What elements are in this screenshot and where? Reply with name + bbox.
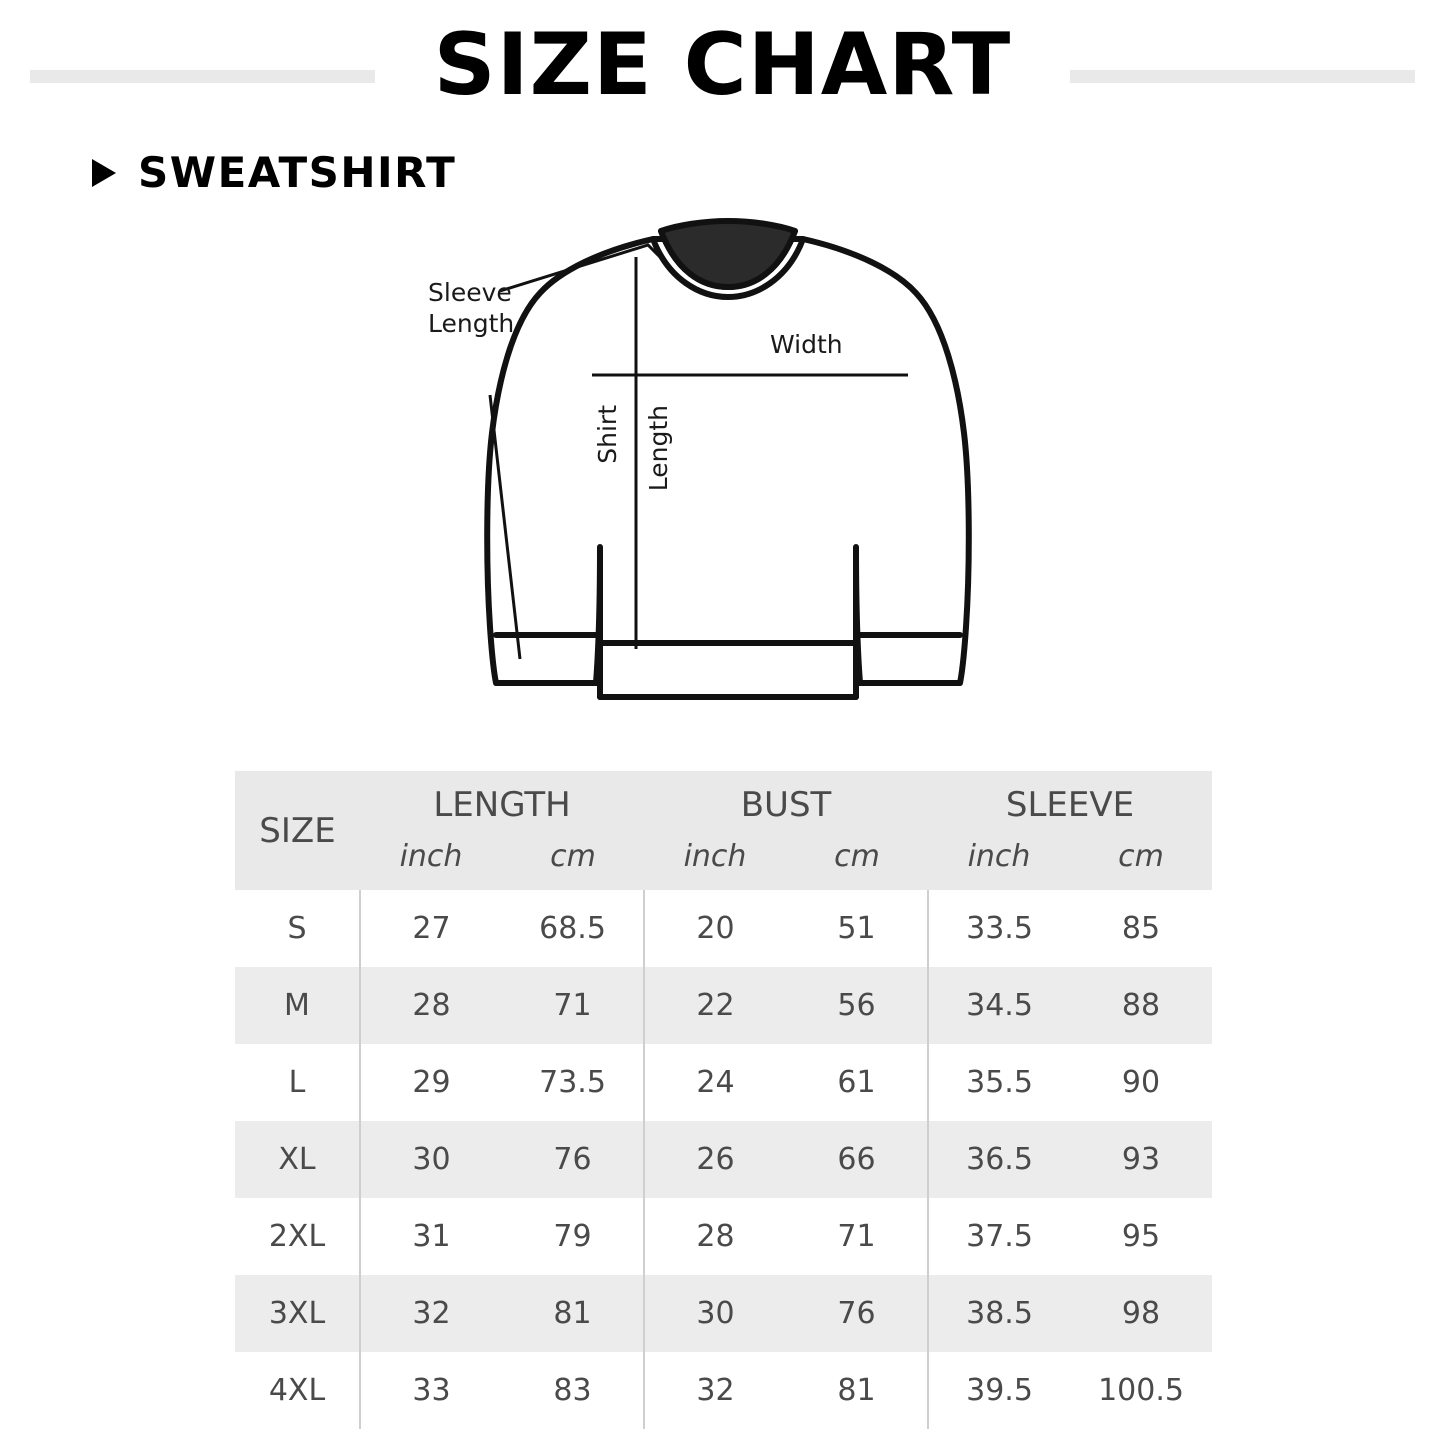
cell-sleeve-inch: 34.5 [928,967,1070,1044]
cell-sleeve-inch: 35.5 [928,1044,1070,1121]
cell-length-inch: 29 [360,1044,502,1121]
cell-length-inch: 27 [360,890,502,967]
cell-length-cm: 83 [553,1373,592,1408]
header-unit-sleeve-inch: inch [928,833,1070,890]
table-header-groups [235,771,1212,833]
cell-length-inch: 32 [360,1275,502,1352]
cell-length-cm: 76 [502,1121,644,1198]
cell-sleeve-cm: 90 [1121,1065,1161,1100]
cell-bust-inch: 28 [644,1198,786,1275]
triangle-right-icon [92,159,116,187]
table-row [235,890,1212,967]
cell-bust-inch: 22 [644,967,786,1044]
cell-bust-inch: 26 [644,1121,786,1198]
table-row [235,1275,1212,1352]
cell-length-cm: 79 [553,1219,592,1254]
row-size: M [235,967,360,1044]
table-head [235,771,1212,890]
size-table-wrapper [235,771,1210,1429]
header-size: SIZE [235,771,360,890]
cell-sleeve-cm: 93 [1070,1121,1212,1198]
cell-length-inch: 31 [360,1198,502,1275]
cell-length-inch: 28 [360,967,502,1044]
cell-sleeve-inch: 33.5 [928,890,1070,967]
row-size: 3XL [235,1275,360,1352]
cell-length-cm: 71 [502,967,644,1044]
header-group-sleeve: SLEEVE [928,771,1212,833]
cell-bust-cm: 61 [837,1065,876,1100]
cell-bust-cm: 51 [837,911,876,946]
cell-bust-cm: 66 [786,1121,928,1198]
cell-length-cm: 73.5 [539,1065,606,1100]
cell-bust-inch: 20 [644,890,786,967]
garment-type-label: SWEATSHIRT [138,148,457,197]
title-rule-right [1070,70,1415,83]
cell-sleeve-inch: 38.5 [928,1275,1070,1352]
title-rule-left [30,70,375,83]
annotation-sleeve-line2: Length [428,309,515,339]
annotation-sleeve-length [428,277,514,340]
annotation-length: Length [644,405,673,492]
sweatshirt-outline-icon [0,187,1445,727]
table-row [235,1044,1212,1121]
annotation-sleeve-line1: Sleeve [428,278,512,307]
cell-sleeve-inch: 36.5 [928,1121,1070,1198]
row-size: 4XL [268,1373,326,1408]
table-header-units [235,833,1212,890]
cell-sleeve-cm: 85 [1121,911,1161,946]
table-row [235,967,1212,1044]
garment-illustration [0,187,1445,747]
table-row [235,1352,1212,1429]
annotation-shirt: Shirt [593,405,622,464]
cell-length-inch: 30 [360,1121,502,1198]
cell-bust-inch: 32 [644,1352,786,1429]
cell-sleeve-inch: 39.5 [928,1352,1070,1429]
header-unit-length-cm: cm [502,833,644,890]
cell-sleeve-cm: 95 [1121,1219,1161,1254]
header-group-length: LENGTH [360,771,644,833]
header-unit-bust-cm: cm [786,833,928,890]
cell-bust-cm: 71 [837,1219,876,1254]
cell-length-inch: 33 [360,1352,502,1429]
header-unit-sleeve-cm: cm [1070,833,1212,890]
cell-sleeve-cm: 100.5 [1098,1373,1184,1408]
row-size: 2XL [268,1219,326,1254]
page-header [0,0,1445,130]
header-unit-bust-inch: inch [644,833,786,890]
cell-sleeve-cm: 98 [1070,1275,1212,1352]
cell-bust-inch: 30 [644,1275,786,1352]
cell-bust-cm: 56 [786,967,928,1044]
cell-length-cm: 81 [502,1275,644,1352]
row-size: L [288,1065,306,1100]
row-size: XL [235,1121,360,1198]
table-row [235,1198,1212,1275]
cell-sleeve-cm: 88 [1070,967,1212,1044]
table-row [235,1121,1212,1198]
header-unit-length-inch: inch [360,833,502,890]
cell-bust-inch: 24 [644,1044,786,1121]
cell-bust-cm: 81 [837,1373,876,1408]
header-group-bust: BUST [644,771,928,833]
annotation-width: Width [770,330,843,359]
page-title: SIZE CHART [416,22,1030,108]
size-table [235,771,1212,1429]
cell-bust-cm: 76 [786,1275,928,1352]
cell-sleeve-inch: 37.5 [928,1198,1070,1275]
cell-length-cm: 68.5 [539,911,606,946]
row-size: S [287,911,307,946]
table-body [235,890,1212,1429]
